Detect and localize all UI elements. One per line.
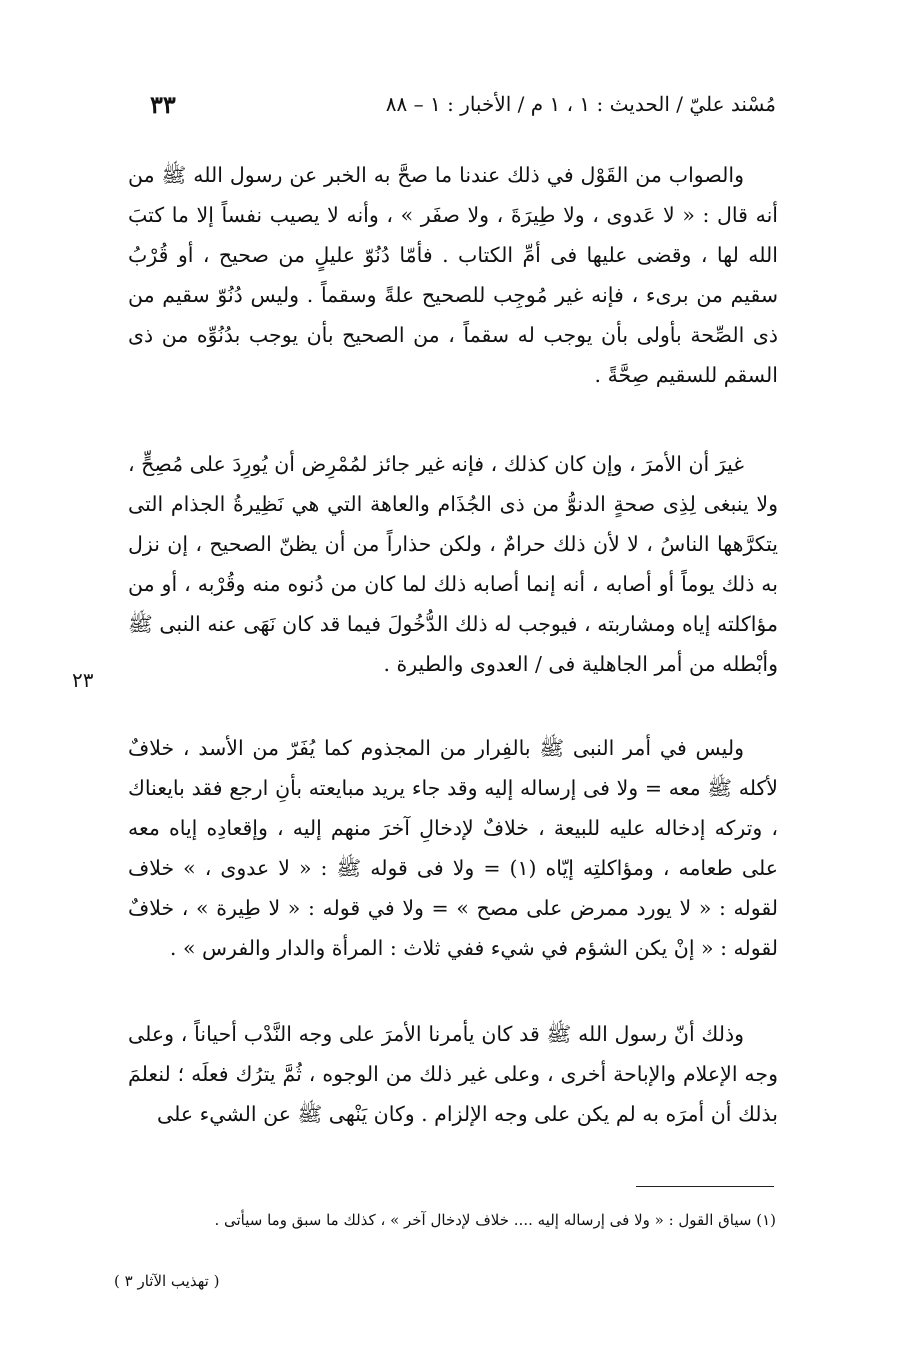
margin-page-reference: ٢٣ (72, 668, 94, 692)
paragraph-text: والصواب من القَوْل في ذلك عندنا ما صحَّ به الخبر عن رسول الله ﷺ من أنه قال : « لا عَدوى ، ولا طِيرَةَ ، ولا صفَر » ، وأنه لا يصيب نفساً إلا ما كتبَ الله لها ، وقضى عليها فى أمِّ الكتاب . فأمّا دُنُوّ عليلٍ من صحيح ، أو قُرْبُ سقيم من برىء ، فإنه غير مُوجِب للصحيح علةً وسقماً . وليس دُنُوّ سقيم من ذى الصِّحة بأولى بأن يوجب له سقماً ، من الصحيح بأن يوجب بدُنُوِّه من ذى السقم للسقيم صِحَّةً . (128, 163, 778, 387)
body-paragraph-1 (128, 155, 778, 395)
footnote-divider (636, 1186, 774, 1187)
page-number: ٣٣ (150, 90, 176, 119)
paragraph-text: وذلك أنّ رسول الله ﷺ قد كان يأمرنا الأمرَ على وجه النَّدْب أحياناً ، وعلى وجه الإعلام والإباحة أخرى ، وعلى غير ذلك من الوجوه ، ثُمَّ يترُك فعلَه ؛ لنعلمَ بذلك أن أمرَه به لم يكن على وجه الإلزام . وكان يَنْهى ﷺ عن الشيء على (128, 1022, 778, 1126)
body-paragraph-3 (128, 728, 778, 968)
running-header (120, 92, 776, 126)
paragraph-text: وليس في أمر النبى ﷺ بالفِرار من المجذوم كما يُفَرّ من الأسد ، خلافٌ لأكله ﷺ معه = ولا فى إرساله إليه وقد جاء يريد مبايعته بأنِ ارجع فقد بايعناك ، وتركه إدخاله عليه للبيعة ، خلافٌ لإدخالِ آخرَ منهم إليه ، وإقعادِه إياه معه على طعامه ، ومؤاكلتِه إيّاه (١) = ولا فى قوله ﷺ : « لا عدوى ، » خلاف لقوله : « لا يورد ممرض على مصح » = ولا في قوله : « لا طِيرة » ، خلافٌ لقوله : « إنْ يكن الشؤم في شيء ففي ثلاث : المرأة والدار والفرس » . (128, 736, 778, 960)
body-paragraph-4 (128, 1014, 778, 1134)
footnote: (١) سياق القول : « ولا فى إرساله إليه .... خلاف لإدخال آخر » ، كذلك ما سبق وما سيأتى . (214, 1211, 776, 1229)
signature-mark: ( تهذيب الآثار ٣ ) (114, 1272, 220, 1290)
body-paragraph-2 (128, 444, 778, 684)
paragraph-text: غيرَ أن الأمرَ ، وإن كان كذلك ، فإنه غير جائز لمُمْرِض أن يُورِدَ على مُصِحٍّ ، ولا ينبغى لِذِى صحةٍ الدنوُّ من ذى الجُذَام والعاهة التي هي نَظِيرةُ الجذام التى يتكرَّهها الناسُ ، لا لأن ذلك حرامٌ ، ولكن حذاراً من أن يظنّ الصحيح ، إن نزل به ذلك يوماً أو أصابه ، أنه إنما أصابه ذلك لما كان من دُنوه منه وقُرْبه ، أو من مؤاكلته إياه ومشاربته ، فيوجب له ذلك الدُّخُولَ فيما قد كان نَهَى عنه النبى ﷺ وأبْطله من أمر الجاهلية فى / العدوى والطيرة . (128, 452, 778, 676)
header-title: مُسْند عليّ / الحديث : ١ ، ١ م / الأخبار : ١ – ٨٨ (385, 92, 776, 116)
